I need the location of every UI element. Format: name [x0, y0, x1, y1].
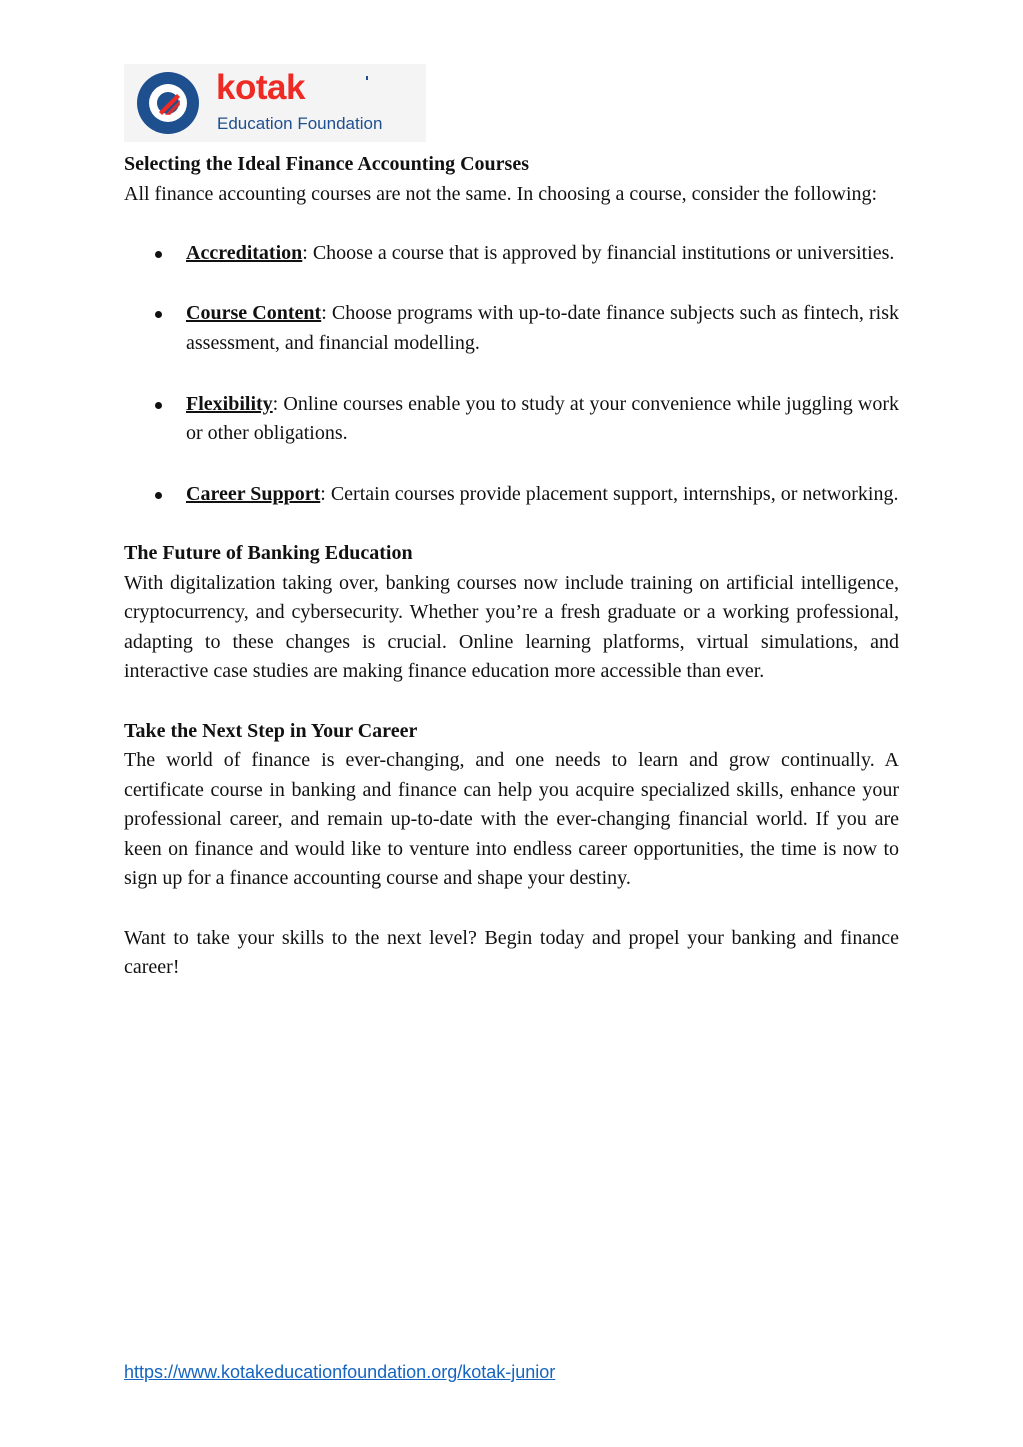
list-item-accreditation — [124, 239, 899, 269]
bullet-icon — [155, 402, 162, 409]
kotak-logo — [124, 64, 426, 142]
section-heading-next-step: Take the Next Step in Your Career — [124, 719, 418, 742]
logo-wordmark: kotak — [216, 68, 305, 107]
spacer — [124, 687, 899, 717]
document-body — [124, 150, 899, 983]
term-course-content: Course Content — [186, 302, 322, 325]
term-accreditation: Accreditation — [186, 241, 303, 264]
closing-paragraph: Want to take your skills to the next level? Begin today and propel your banking and finance career! — [124, 926, 899, 979]
section-heading-ideal-courses: Selecting the Ideal Finance Accounting Courses — [124, 153, 529, 175]
term-flexibility: Flexibility — [186, 392, 273, 415]
criteria-list — [124, 239, 899, 510]
kotak-logo-mark-icon — [137, 72, 199, 134]
logo-dot — [366, 76, 368, 80]
list-item-text: : Choose programs with up-to-date finance subjects such as fintech, risk assessment, and financial modelling. — [186, 302, 900, 354]
list-item-flexibility — [124, 390, 899, 449]
logo-subtitle: Education Foundation — [217, 114, 383, 133]
list-item-course-content — [124, 299, 899, 358]
list-item-career-support — [124, 480, 899, 510]
section-intro: All finance accounting courses are not the same. In choosing a course, consider the following: — [124, 182, 878, 205]
spacer — [124, 894, 899, 924]
section-heading-future-banking: The Future of Banking Education — [124, 541, 413, 564]
term-career-support: Career Support — [186, 482, 321, 505]
bullet-icon — [155, 251, 162, 258]
section-body-future-banking: With digitalization taking over, banking courses now include training on artificial intelligence, cryptocurrency, and cybersecurity. Whether you’re a fresh graduate or a working professional, adapting to these changes is crucial. Online learning platforms, virtual simulations, and interactive case studies are making finance education more accessible than ever. — [124, 571, 899, 683]
list-item-text: : Choose a course that is approved by financial institutions or universities. — [302, 241, 895, 264]
list-item-text: : Certain courses provide placement support, internships, or networking. — [320, 482, 899, 505]
spacer — [124, 209, 899, 239]
bullet-icon — [155, 311, 162, 318]
spacer — [124, 509, 899, 539]
bullet-icon — [155, 492, 162, 499]
section-body-next-step: The world of finance is ever-changing, and one needs to learn and grow continually. A certificate course in banking and finance can help you acquire specialized skills, enhance your professional career, and remain up-to-date with the ever-changing financial world. If you are keen on finance and would like to venture into endless career opportunities, the time is now to sign up for a finance accounting course and shape your destiny. — [124, 749, 899, 890]
footer-website-link[interactable]: https://www.kotakeducationfoundation.org/kotak-junior — [124, 1362, 556, 1382]
list-item-text: : Online courses enable you to study at your convenience while juggling work or other obligations. — [186, 392, 899, 445]
